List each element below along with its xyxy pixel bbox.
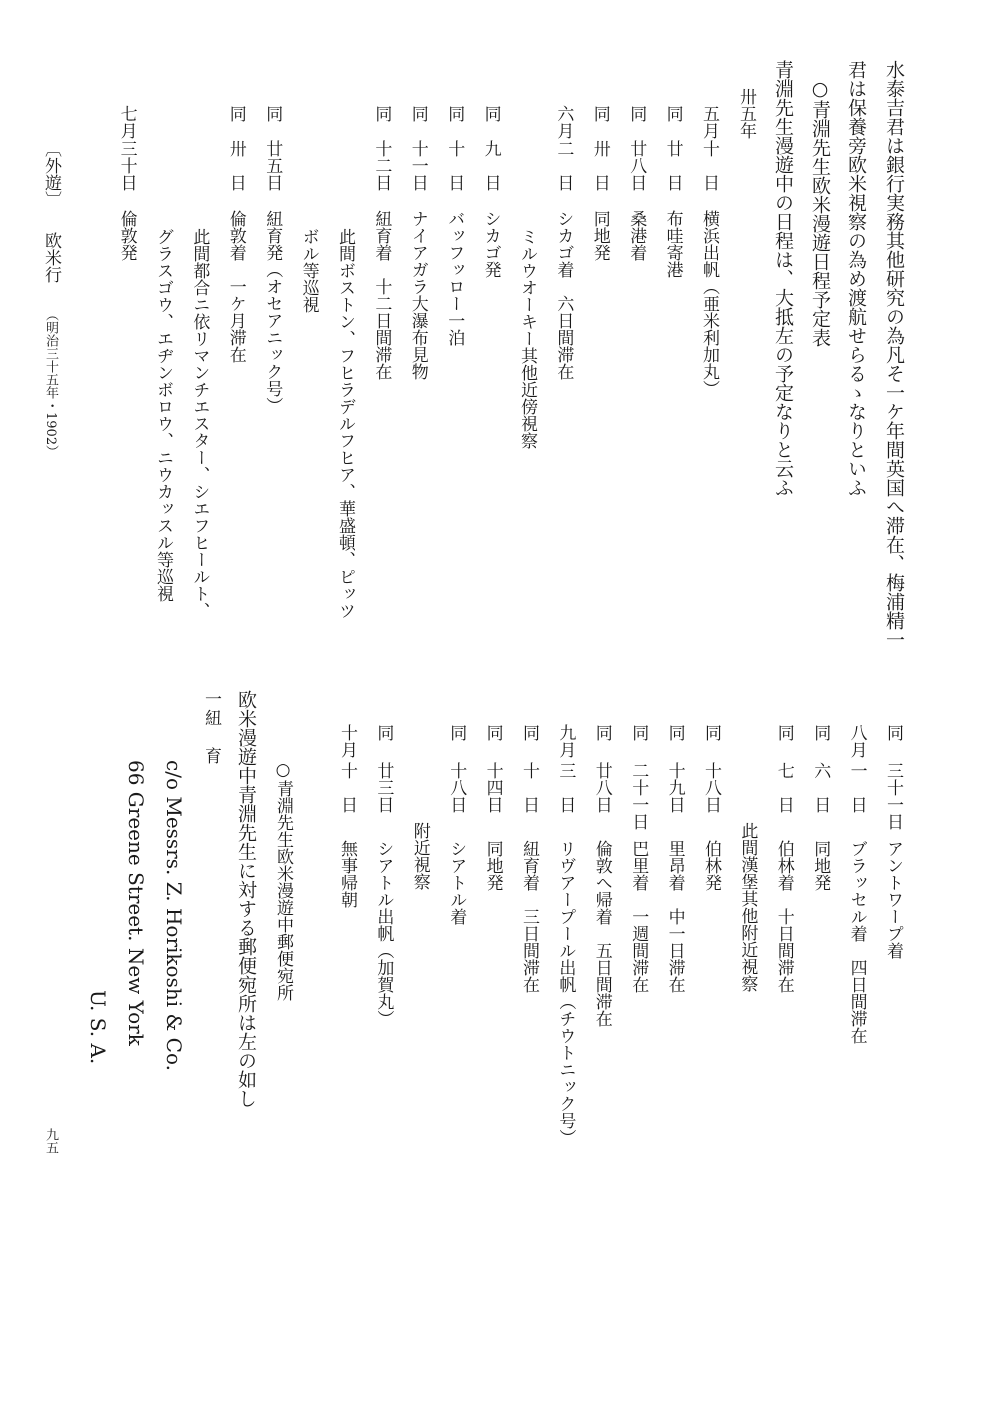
schedule-event: 同地発: [482, 840, 503, 891]
schedule-day: 廿八日: [591, 762, 612, 813]
schedule-month: 同: [371, 105, 392, 122]
schedule-note: 此間漢堡其他附近視察: [737, 822, 758, 992]
schedule-day: 一 日: [846, 762, 867, 813]
schedule-event: 里昂着 中一日滞在: [664, 840, 685, 993]
schedule-note: 此間都合ニ依リマンチエスター、シエフヒールト、: [189, 228, 210, 619]
schedule-event: 同地発: [810, 840, 831, 891]
schedule-month: 八月: [846, 724, 867, 758]
schedule-month: 同: [883, 724, 903, 741]
schedule-event: 布哇寄港: [662, 210, 683, 278]
schedule-year: 卅五年: [736, 88, 756, 139]
schedule-event: ナイアガラ大瀑布見物: [407, 210, 428, 380]
schedule-day: 二十一日: [628, 762, 649, 830]
schedule-note: ボル等巡視: [298, 228, 319, 313]
schedule-month: 七月: [116, 105, 137, 139]
postal-line-2: 一紐 育: [201, 690, 221, 766]
schedule-month: 同: [810, 724, 831, 741]
schedule-day: 三十日: [116, 140, 137, 191]
schedule-day: 十一日: [407, 140, 428, 191]
schedule-day: 三 日: [555, 762, 576, 813]
schedule-event: 同地発: [589, 210, 610, 261]
postal-line-1: 欧米漫遊中青淵先生に対する郵便宛所は左の如し: [235, 690, 257, 1108]
schedule-month: 同: [480, 105, 501, 122]
schedule-event: ブラッセル着 四日間滞在: [846, 840, 867, 1044]
schedule-note: グラスゴウ、エヂンボロウ、ニウカッスル等巡視: [153, 228, 173, 602]
schedule-event: 倫敦着 一ケ月滞在: [225, 210, 246, 363]
schedule-day: 廿 日: [662, 140, 683, 191]
schedule-event: 紐育着 三日間滞在: [519, 840, 539, 993]
address-line-2: 66 Greene Street. New York: [124, 760, 148, 1046]
schedule-day: 十八日: [701, 762, 721, 813]
schedule-month: 同: [519, 724, 539, 741]
schedule-month: 同: [446, 724, 467, 741]
postal-heading: ○青淵先生欧米漫遊中郵便宛所: [273, 760, 293, 1001]
schedule-day: 三十一日: [883, 762, 903, 830]
schedule-month: 十月: [337, 724, 357, 758]
schedule-note: 附近視察: [409, 822, 430, 890]
schedule-event: 伯林着 十日間滞在: [773, 840, 794, 993]
schedule-day: 十 日: [699, 140, 719, 191]
footer-era: （明治三十五年・1902）: [43, 308, 58, 459]
schedule-month: 同: [262, 105, 283, 122]
schedule-note: 此間ボストン、フヒラデルフヒア、華盛頓、ピッツ: [335, 228, 355, 619]
schedule-month: 同: [225, 105, 246, 122]
intro-line-3: 青淵先生漫遊中の日程は、大抵左の予定なりと云ふ: [772, 60, 794, 497]
schedule-event: 倫敦発: [116, 210, 137, 261]
schedule-month: 同: [591, 724, 612, 741]
schedule-day: 十二日: [371, 140, 392, 191]
schedule-day: 十八日: [446, 762, 467, 813]
schedule-day: 九 日: [480, 140, 501, 191]
schedule-event: リヴアープール出帆（チウトニック号）: [555, 840, 576, 1146]
schedule-event: シアトル着: [446, 840, 467, 925]
intro-line-1: 水泰吉君は銀行実務其他研究の為凡そ一ケ年間英国へ滞在、梅浦精一: [883, 60, 905, 649]
schedule-month: 同: [662, 105, 683, 122]
schedule-event: 巴里着 一週間滞在: [628, 840, 649, 993]
schedule-month: 同: [773, 724, 794, 741]
schedule-day: 卅 日: [589, 140, 610, 191]
schedule-month: 五月: [699, 105, 719, 139]
schedule-day: 十四日: [482, 762, 503, 813]
schedule-month: 同: [664, 724, 685, 741]
schedule-month: 同: [628, 724, 649, 741]
schedule-month: 同: [482, 724, 503, 741]
schedule-day: 廿八日: [626, 140, 647, 191]
schedule-event: 紐育着 十二日間滞在: [371, 210, 392, 380]
schedule-event: 無事帰朝: [337, 840, 357, 908]
schedule-event: 横浜出帆（亜米利加丸）: [699, 210, 719, 397]
page-number: 九五: [43, 1128, 58, 1154]
schedule-day: 二 日: [553, 140, 574, 191]
schedule-month: 六月: [553, 105, 574, 139]
schedule-event: シカゴ着 六日間滞在: [553, 210, 574, 380]
schedule-event: 倫敦へ帰着 五日間滞在: [591, 840, 612, 1027]
schedule-day: 十 日: [444, 140, 465, 191]
address-line-3: U. S. A.: [86, 990, 110, 1065]
schedule-day: 卅 日: [225, 140, 246, 191]
footer-section: 〔外遊〕: [41, 140, 61, 208]
schedule-event: シアトル出帆（加賀丸）: [373, 840, 394, 1027]
schedule-day: 十 日: [337, 762, 357, 813]
schedule-event: 桑港着: [626, 210, 647, 261]
schedule-month: 九月: [555, 724, 576, 758]
schedule-event: 紐育発（オセアニック号）: [262, 210, 283, 414]
schedule-day: 廿五日: [262, 140, 283, 191]
schedule-month: 同: [373, 724, 394, 741]
schedule-month: 同: [444, 105, 465, 122]
schedule-day: 六 日: [810, 762, 831, 813]
schedule-day: 七 日: [773, 762, 794, 813]
schedule-event: アントワープ着: [883, 840, 903, 959]
schedule-day: 十九日: [664, 762, 685, 813]
schedule-event: シカゴ発: [480, 210, 501, 278]
schedule-heading: ○青淵先生欧米漫遊日程予定表: [809, 78, 831, 347]
schedule-month: 同: [589, 105, 610, 122]
schedule-month: 同: [407, 105, 428, 122]
schedule-event: バッフッロー一泊: [444, 210, 465, 346]
schedule-month: 同: [701, 724, 721, 741]
schedule-note: ミルウオーキー其他近傍視察: [517, 228, 537, 449]
intro-line-2: 君は保養旁欧米視察の為め渡航せらるゝなりといふ: [845, 60, 867, 497]
footer-title: 欧米行: [41, 232, 61, 283]
address-line-1: c/o Messrs. Z. Horikoshi & Co.: [162, 760, 186, 1071]
schedule-event: 伯林発: [701, 840, 721, 891]
schedule-day: 十 日: [519, 762, 539, 813]
schedule-month: 同: [626, 105, 647, 122]
schedule-day: 廿三日: [373, 762, 394, 813]
